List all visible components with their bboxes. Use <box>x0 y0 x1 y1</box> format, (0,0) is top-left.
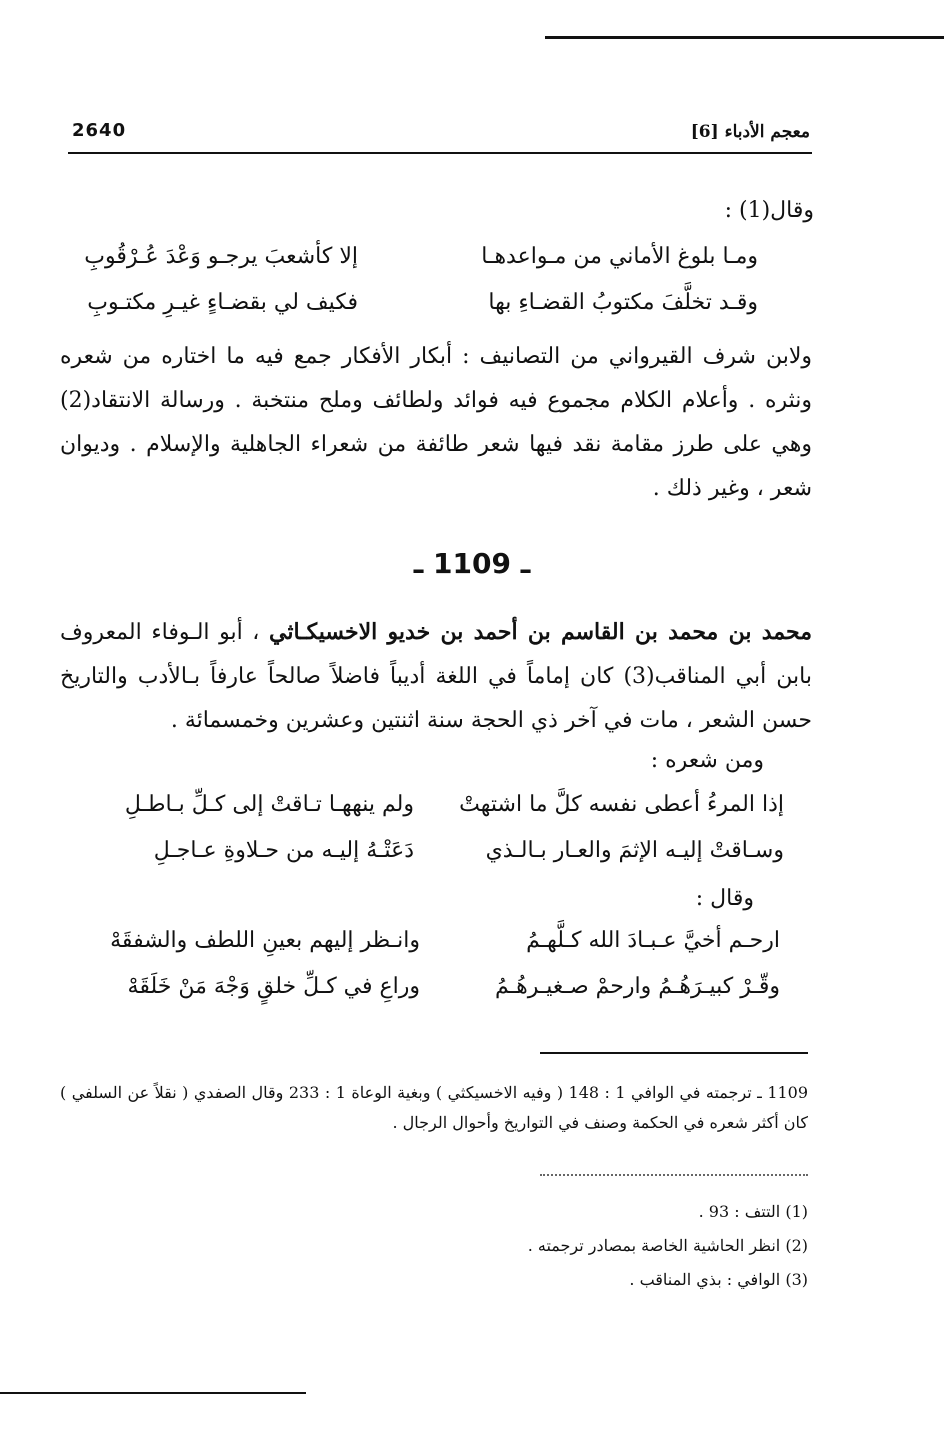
verse-line <box>80 974 780 1014</box>
footnote-main: 1109 ـ ترجمته في الوافي 1 : 148 ( وفيه الاخسيكثي ) وبغية الوعاة 1 : 233 وقال الصفدي ( نقلاً عن السلفي ) كان أكثر شعره في الحكمة وصنف في التواريخ وأحوال الرجال . <box>60 1083 809 1132</box>
verse-second-hemistich: ولم ينههـا تـاقتْ إلى كـلِّ بـاطـلِ <box>124 792 414 817</box>
footnote-separator <box>540 1052 808 1054</box>
entry-name: محمد بن محمد بن القاسم بن أحمد بن خديو الاخسيكـاثي <box>269 619 812 645</box>
verse-second-hemistich: فكيف لي بقضـاءٍ غيـرِ مكتـوبِ <box>87 290 358 315</box>
poetry-intro: ومن شعره : <box>650 748 764 773</box>
footnote-item: (2) انظر الحاشية الخاصة بمصادر ترجمته . <box>527 1236 808 1255</box>
page-number: 2640 <box>72 120 127 141</box>
footnote-item: (1) التتف : 93 . <box>698 1202 808 1221</box>
footnote-item: (3) الوافي : بذي المناقب . <box>629 1270 808 1289</box>
book-title: معجم الأدباء [6] <box>690 122 810 142</box>
verse-line <box>87 290 758 330</box>
entry-number: ـ 1109 ـ <box>413 547 531 580</box>
paragraph: ولابن شرف القيرواني من التصانيف : أبكار الأفكار جمع فيه ما اختاره من شعره ونثره . وأعلام الكلام مجموع فيه فوائد ولطائف وملح منتخبة . ورسالة الانتقاد(2) وهي على طرز مقامة نقد فيها شعر طائفة من شعراء الجاهلية والإسلام . وديوان شعر ، وغير ذلك . <box>60 344 812 501</box>
entry-biography <box>60 610 812 743</box>
verse-line <box>84 792 784 832</box>
bottom-edge-rule <box>0 1392 306 1394</box>
verse-second-hemistich: وراعِ في كـلِّ خلقٍ وَجْهَ مَنْ خَلَقَهْ <box>127 974 420 999</box>
entry-bio-text: ، أبو الـوفاء المعروف بابن أبي المناقب(3) كان إماماً في اللغة أديباً فاضلاً صالحاً عارفاً بـالأدب والتاريخ حسن الشعر ، مات في آخر ذي الحجة سنة اثنتين وعشرين وخمسمائة . <box>60 620 812 733</box>
verse-line <box>80 928 780 968</box>
running-header <box>68 120 810 154</box>
header-rule <box>68 152 812 154</box>
verse-second-hemistich: دَعَتْـهُ إليـه من حـلاوةِ عـاجـلِ <box>153 838 414 863</box>
verse-first-hemistich: ومـا بلوغ الأماني من مـواعدهـا <box>481 244 758 269</box>
verse-intro: وقال(1) : <box>724 198 814 223</box>
verse-second-hemistich: إلا كأشعبَ يرجـو وَعْدَ عُـرْقُوبِ <box>84 244 358 269</box>
verse-second-hemistich: وانـظر إليهم بعينِ اللطف والشفقَهْ <box>110 928 420 953</box>
verse-line <box>84 838 784 878</box>
verse-first-hemistich: إذا المرءُ أعطى نفسه كلَّ ما اشتهتْ <box>459 792 784 817</box>
verse-first-hemistich: وقـد تخلَّفَ مكتوبُ القضـاءِ بها <box>488 290 758 315</box>
verse-first-hemistich: ارحـم أخيَّ عـبـادَ الله كـلَّهـمُ <box>526 928 780 953</box>
top-edge-rule <box>545 36 944 39</box>
verse-first-hemistich: وقّـرْ كبيـرَهُـمُ وارحمْ صـغيـرهُـمُ <box>495 974 780 999</box>
verse-first-hemistich: وسـاقتْ إليـه الإثمَ والعـار بـالـذي <box>485 838 784 863</box>
said-label: وقال : <box>695 886 754 911</box>
verse-line <box>84 244 758 284</box>
footnote-dotted-separator <box>540 1174 808 1176</box>
